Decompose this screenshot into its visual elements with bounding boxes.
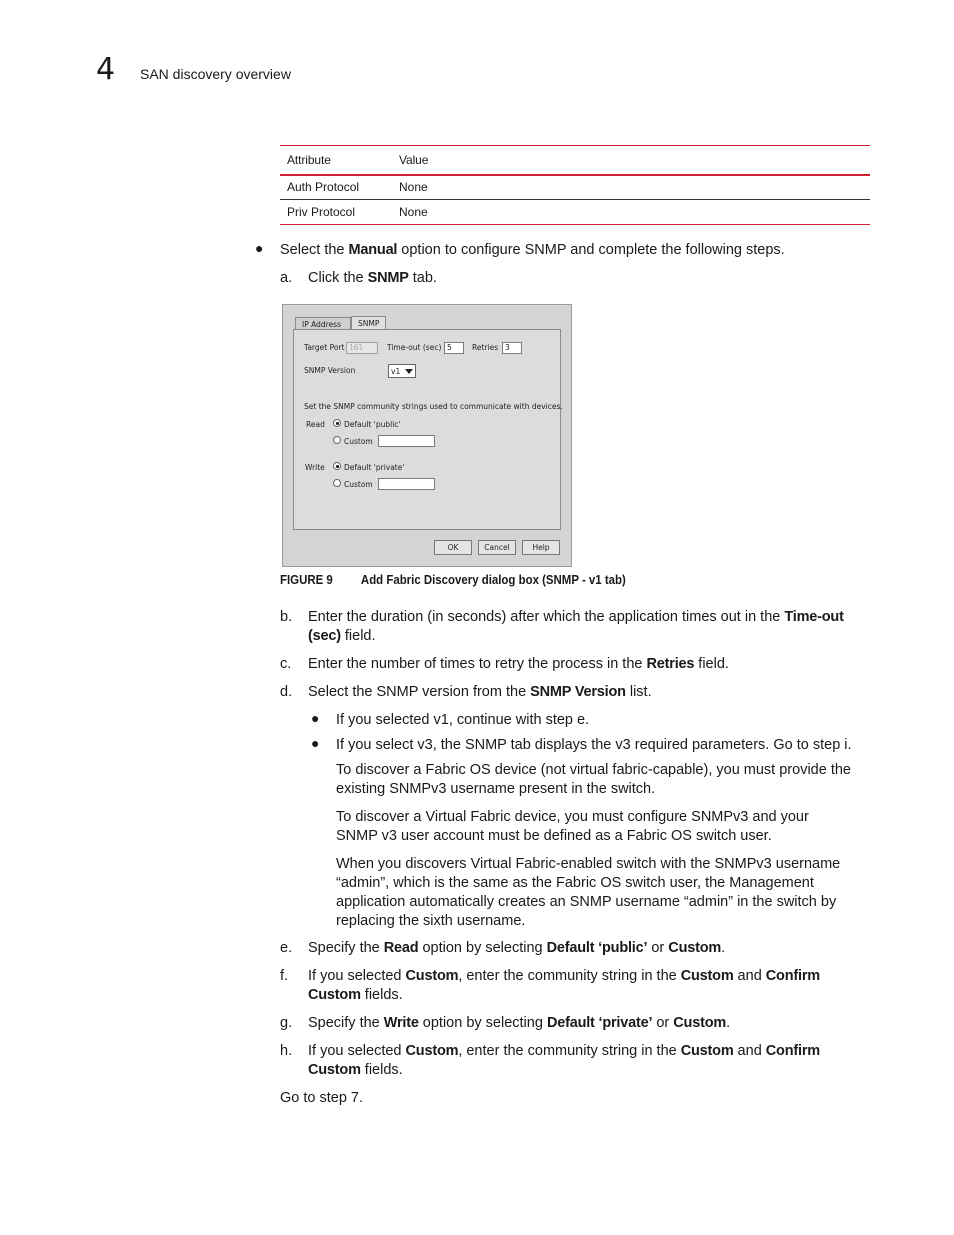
step-e-text: Specify the Read option by selecting Default ‘public’ or Custom. <box>308 940 726 956</box>
read-custom-label: Custom <box>344 437 373 446</box>
snmp-panel <box>293 329 561 530</box>
target-port-label: Target Port <box>304 343 345 352</box>
step-f-text: If you selected Custom, enter the community string in the Custom and Confirm Custom fields. <box>308 968 820 1003</box>
chapter-number: 4 <box>96 52 116 87</box>
tab-ip-address[interactable]: IP Address <box>295 317 351 330</box>
chapter-title: SAN discovery overview <box>140 66 291 82</box>
figure-title: Add Fabric Discovery dialog box (SNMP - v1 tab) <box>360 572 626 587</box>
table-header-value: Value <box>399 152 429 167</box>
table-cell: None <box>399 180 428 195</box>
help-button[interactable]: Help <box>522 540 560 555</box>
para-line: application automatically creates an SNMP username “admin” in the switch by <box>336 894 837 910</box>
retries-field[interactable]: 3 <box>502 342 522 354</box>
write-default-radio[interactable] <box>333 462 341 470</box>
para-line: replacing the sixth username. <box>336 913 526 929</box>
figure-label: FIGURE 9 <box>280 572 333 587</box>
step-d-text: Select the SNMP version from the SNMP Version list. <box>308 684 652 700</box>
retries-label: Retries <box>472 343 499 352</box>
snmp-version-select[interactable] <box>388 364 416 378</box>
read-default-radio[interactable] <box>333 419 341 427</box>
table-header-row <box>280 146 870 175</box>
para-fabric-os <box>336 761 851 799</box>
para-virtual-fabric <box>336 808 809 846</box>
timeout-field[interactable]: 5 <box>444 342 464 354</box>
bullet-icon: ● <box>311 735 320 751</box>
snmp-version-value: v1 <box>391 367 401 376</box>
para-line: To discover a Virtual Fabric device, you must configure SNMPv3 and your <box>336 809 809 825</box>
step-a-text: Click the SNMP tab. <box>308 270 437 286</box>
read-custom-field[interactable] <box>378 435 435 447</box>
ok-button[interactable]: OK <box>434 540 472 555</box>
read-custom-radio[interactable] <box>333 436 341 444</box>
step-h-marker: h. <box>280 1043 293 1059</box>
step-a-marker: a. <box>280 270 293 286</box>
step-e-marker: e. <box>280 940 293 956</box>
go-to-step: Go to step 7. <box>280 1090 364 1106</box>
para-line: existing SNMPv3 username present in the switch. <box>336 781 656 797</box>
table-row <box>280 175 870 200</box>
para-line: SNMP v3 user account must be defined as a Fabric OS switch user. <box>336 828 772 844</box>
write-custom-label: Custom <box>344 480 373 489</box>
snmp-version-label: SNMP Version <box>304 366 356 375</box>
bullet-manual-text: Select the Manual option to configure SNMP and complete the following steps. <box>280 242 785 258</box>
bullet-icon: ● <box>255 240 264 256</box>
para-admin-username <box>336 855 840 931</box>
sub-bullet-v1: If you selected v1, continue with step e. <box>336 712 590 728</box>
write-label: Write <box>305 463 325 472</box>
table-cell: None <box>399 205 428 219</box>
community-instructions: Set the SNMP community strings used to communicate with devices. <box>304 402 563 411</box>
step-b-marker: b. <box>280 609 293 625</box>
figure-caption <box>280 572 626 587</box>
attribute-table <box>280 145 870 225</box>
bullet-icon: ● <box>311 710 320 726</box>
step-c-text: Enter the number of times to retry the process in the Retries field. <box>308 656 729 672</box>
table-cell: Priv Protocol <box>287 205 356 219</box>
step-g-marker: g. <box>280 1015 293 1031</box>
step-g-text: Specify the Write option by selecting Default ‘private’ or Custom. <box>308 1015 731 1031</box>
timeout-label: Time-out (sec) <box>387 343 442 352</box>
para-line: To discover a Fabric OS device (not virtual fabric-capable), you must provide the <box>336 762 851 778</box>
sub-bullet-v3: If you select v3, the SNMP tab displays the v3 required parameters. Go to step i. <box>336 737 852 753</box>
cancel-button[interactable]: Cancel <box>478 540 516 555</box>
table-row <box>280 200 870 225</box>
write-default-label: Default 'private' <box>344 463 405 472</box>
write-custom-radio[interactable] <box>333 479 341 487</box>
step-c-marker: c. <box>280 656 292 672</box>
add-fabric-discovery-dialog <box>282 304 572 567</box>
chevron-down-icon <box>405 369 413 374</box>
write-custom-field[interactable] <box>378 478 435 490</box>
step-b-text: Enter the duration (in seconds) after which the application times out in the Time-out (sec) field. <box>308 609 844 644</box>
read-label: Read <box>306 420 325 429</box>
read-default-label: Default 'public' <box>344 420 401 429</box>
step-d-marker: d. <box>280 684 293 700</box>
table-cell: Auth Protocol <box>287 180 360 195</box>
table-header-attribute: Attribute <box>287 152 331 167</box>
tab-snmp[interactable]: SNMP <box>351 316 386 330</box>
para-line: “admin”, which is the same as the Fabric OS switch user, the Management <box>336 875 814 891</box>
step-h-text: If you selected Custom, enter the community string in the Custom and Confirm Custom fields. <box>308 1043 820 1078</box>
step-f-marker: f. <box>280 968 289 984</box>
para-line: When you discovers Virtual Fabric-enabled switch with the SNMPv3 username <box>336 856 841 872</box>
target-port-field: 161 <box>346 342 378 354</box>
